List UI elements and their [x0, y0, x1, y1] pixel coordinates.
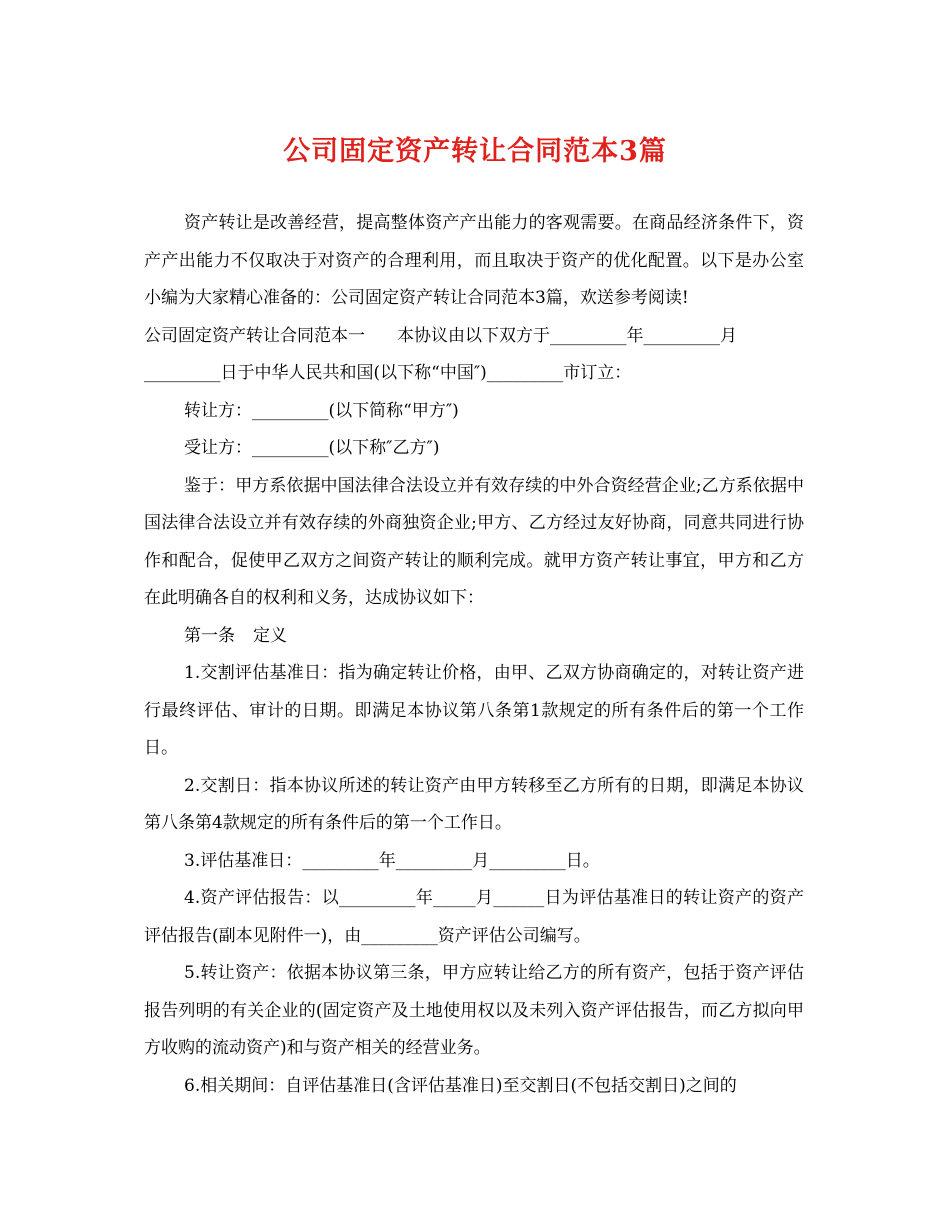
contract-heading: 公司固定资产转让合同范本一 [144, 325, 365, 346]
article-1-title: 定义 [253, 625, 287, 646]
agreement-line-2: _________日于中华人民共和国(以下称“中国″)_________市订立： [144, 363, 632, 383]
definition-item-6: 6.相关期间：自评估基准日(含评估基准日)至交割日(不包括交割日)之间的 [184, 1075, 737, 1096]
transferee-line: 受让方：_________(以下称″乙方″) [184, 438, 440, 458]
agreement-first-line [144, 318, 804, 356]
transferor-line: 转让方：_________(以下简称“甲方″) [184, 400, 459, 421]
agreement-line-1: 本协议由以下双方于_________年_________月 [397, 325, 737, 346]
definition-item-4: 4.资产评估报告：以_________年_____月______日为评估基准日的转让资产的资产评估报告(副本见附件一)，由_________资产评估公司编写。 [144, 888, 804, 946]
definition-item-1: 1.交割评估基准日：指为确定转让价格，由甲、乙双方协商确定的，对转让资产进行最终评估、审计的日期。即满足本协议第八条第1款规定的所有条件后的第一个工作日。 [144, 663, 804, 758]
whereas-paragraph: 鉴于：甲方系依据中国法律合法设立并有效存续的中外合资经营企业;乙方系依据中国法律合法设立并有效存续的外商独资企业;甲方、乙方经过友好协商，同意共同进行协作和配合，促使甲乙双方之间资产转让的顺利完成。就甲方资产转让事宜，甲方和乙方在此明确各自的权利和义务，达成协议如下： [144, 475, 804, 608]
article-1-label: 第一条 [184, 625, 235, 646]
definition-item-2: 2.交割日：指本协议所述的转让资产由甲方转移至乙方所有的日期，即满足本协议第八条第4款规定的所有条件后的第一个工作日。 [144, 775, 804, 833]
article-1-heading [144, 618, 804, 656]
intro-paragraph: 资产转让是改善经营，提高整体资产产出能力的客观需要。在商品经济条件下，资产产出能力不仅取决于对资产的合理利用，而且取决于资产的优化配置。以下是办公室小编为大家精心准备的：公司固定资产转让合同范本3篇，欢送参考阅读! [144, 213, 804, 308]
document-title: 公司固定资产转让合同范本3篇 [283, 136, 667, 167]
definition-item-3: 3.评估基准日：_________年_________月_________日。 [184, 850, 600, 871]
definition-item-5: 5.转让资产：依据本协议第三条，甲方应转让给乙方的所有资产，包括于资产评估报告列明的有关企业的(固定资产及土地使用权以及未列入资产评估报告，而乙方拟向甲方收购的流动资产)和与资产相关的经营业务。 [144, 963, 804, 1058]
document-body [144, 205, 804, 1105]
